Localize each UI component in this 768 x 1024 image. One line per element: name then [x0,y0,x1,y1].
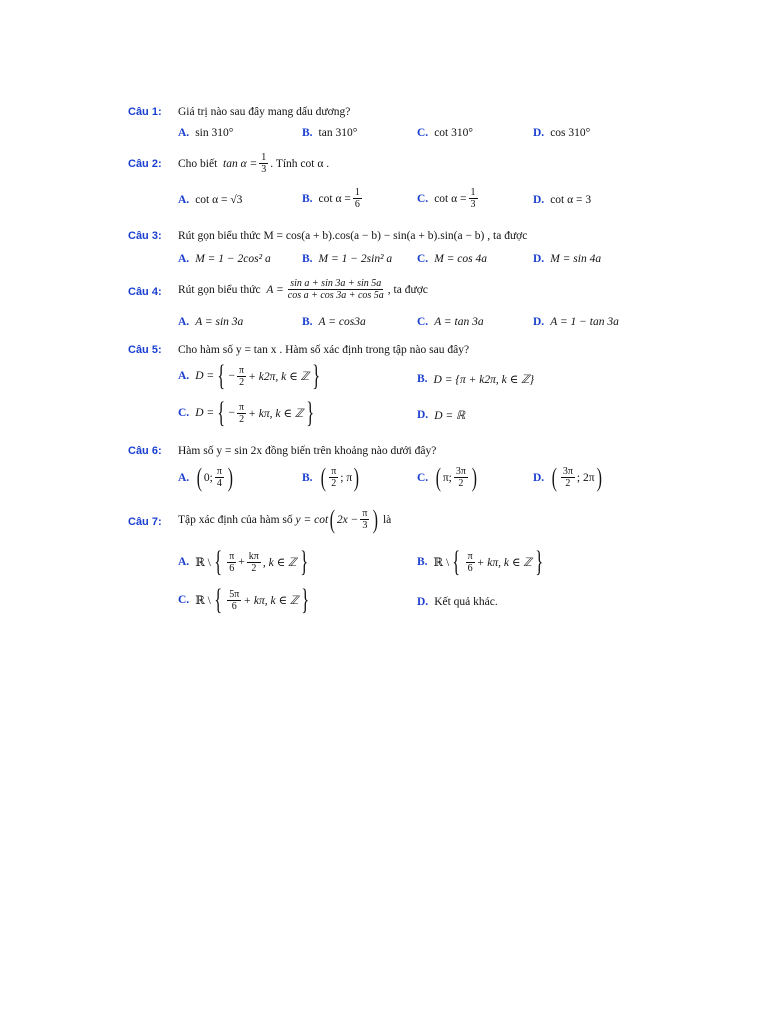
option-b[interactable]: B. A = cos3a [302,316,366,328]
right-paren: ) [373,504,379,534]
option-b[interactable]: B. ℝ \ { $\frac{\pi}{6}$ + kπ, k ∈ ℤ } [417,545,544,578]
fraction: $\frac{\pi}{6}$ [467,550,473,574]
fraction: $\frac{1}{6}$ [354,187,360,210]
option-d[interactable]: D. D = ℝ [417,409,466,422]
question-stem: Tập xác định của hàm số y = cot ( 2x − $\frac{\pi}{3}$ ) là [178,504,392,534]
option-a[interactable]: A. A = sin 3a [178,316,244,328]
question-stem: Hàm số y = sin 2x đồng biến trên khoảng nào dưới đây? [178,445,437,457]
option-text: sin 310° [195,127,234,139]
fraction: $\frac{3\pi}{2}$ [455,466,466,489]
left-paren: ( [196,462,203,492]
option-letter: B. [302,127,313,139]
right-brace: } [535,545,544,578]
fraction: $\frac{5\pi}{6}$ [229,588,240,612]
option-letter: A. [178,127,190,139]
option-a[interactable]: A. ( 0; $\frac{\pi}{4}$ ) [178,462,233,492]
option-c[interactable]: C. A = tan 3a [417,316,484,328]
left-brace: { [214,545,222,578]
option-text: cot 310° [434,127,473,139]
option-c[interactable]: C. D = { − $\frac{\pi}{2}$ + kπ, k ∈ ℤ } [178,396,315,429]
option-text: tan 310° [318,127,358,139]
fraction: $\frac{3\pi}{2}$ [562,466,573,489]
option-b[interactable]: B. D = {π + k2π, k ∈ ℤ} [417,373,535,386]
option-d[interactable]: D. cot α = 3 [533,194,592,206]
question-label: Câu 4: [128,286,162,298]
left-brace: { [217,396,226,429]
right-brace: } [299,545,308,578]
option-letter: C. [417,127,429,139]
fraction: $\frac{\pi}{4}$ [216,466,222,489]
fraction: $\frac{\pi}{6}$ [229,550,235,574]
fraction: $\frac{1}{3}$ [470,187,476,210]
option-d[interactable]: D. M = sin 4a [533,253,602,265]
option-c[interactable]: C. cot α = $\frac{1}{3}$ [417,187,476,210]
option-a[interactable]: A. ℝ \ { $\frac{\pi}{6}$ + $\frac{k\pi}{2}$ , k ∈ ℤ } [178,545,308,578]
option-b[interactable] [302,127,357,139]
question-label: Câu 3: [128,230,162,242]
option-b[interactable]: B. ( $\frac{\pi}{2}$ ; π ) [302,462,360,492]
question-label: Câu 7: [128,516,162,528]
question-stem: Cho hàm số y = tan x . Hàm số xác định trong tập nào sau đây? [178,344,470,356]
right-brace: } [306,396,315,429]
fraction: $\frac{\pi}{2}$ [331,466,337,489]
option-text: cos 310° [550,127,591,139]
question-stem: Cho biết tan α = $\frac{1}{3}$ . Tính cot α . [178,152,330,175]
option-d[interactable]: D. A = 1 − tan 3a [533,316,619,328]
fraction: $\frac{1}{3}$ [261,152,267,175]
option-d[interactable]: D. ( $\frac{3\pi}{2}$ ; 2π ) [533,462,602,492]
left-paren: ( [551,462,558,492]
fraction: $\frac{k\pi}{2}$ [248,550,259,574]
question-label: Câu 2: [128,158,162,170]
option-a[interactable]: A. D = { − $\frac{\pi}{2}$ + k2π, k ∈ ℤ } [178,359,321,392]
option-letter: D. [533,127,545,139]
right-paren: ) [596,462,602,492]
left-brace: { [217,359,226,392]
right-paren: ) [471,462,477,492]
question-label: Câu 6: [128,445,162,457]
question-stem: Rút gọn biểu thức M = cos(a + b).cos(a − b) − sin(a + b).sin(a − b) , ta được [178,230,528,242]
option-a[interactable]: A. cot α = √3 [178,194,243,206]
right-paren: ) [227,462,233,492]
question-label: Câu 1: [128,106,162,118]
option-d[interactable] [533,127,590,139]
option-c[interactable]: C. ( π; $\frac{3\pi}{2}$ ) [417,462,477,492]
right-brace: } [301,583,310,616]
option-c[interactable] [417,127,473,139]
left-brace: { [214,583,222,616]
right-paren: ) [353,462,360,492]
question-stem: Giá trị nào sau đây mang dấu dương? [178,106,351,118]
left-paren: ( [320,462,326,492]
option-d[interactable]: D. Kết quả khác. [417,596,498,608]
option-c[interactable]: C. M = cos 4a [417,253,487,265]
fraction: $\frac{\pi}{3}$ [362,508,368,531]
fraction: $\frac{\text{sin a + sin 3a + sin 5a}}{\text{cos a + cos 3a + cos 5a}}$ [287,278,384,301]
fraction: $\frac{\pi}{2}$ [239,401,245,425]
left-paren: ( [435,462,442,492]
option-b[interactable]: B. M = 1 − 2sin² a [302,253,393,265]
option-c[interactable]: C. ℝ \ { $\frac{5\pi}{6}$ + kπ, k ∈ ℤ } [178,583,310,616]
right-brace: } [312,359,321,392]
question-stem: Rút gọn biểu thức A = $\frac{\text{sin a + sin 3a + sin 5a}}{\text{cos a + cos 3a + cos 5a}}$ , ta được [178,278,428,301]
left-brace: { [452,545,461,578]
question-label: Câu 5: [128,344,162,356]
left-paren: ( [329,504,336,534]
option-b[interactable]: B. cot α = $\frac{1}{6}$ [302,187,360,210]
fraction: $\frac{\pi}{2}$ [239,364,245,388]
option-a[interactable] [178,127,233,139]
option-a[interactable]: A. M = 1 − 2cos² a [178,253,271,265]
